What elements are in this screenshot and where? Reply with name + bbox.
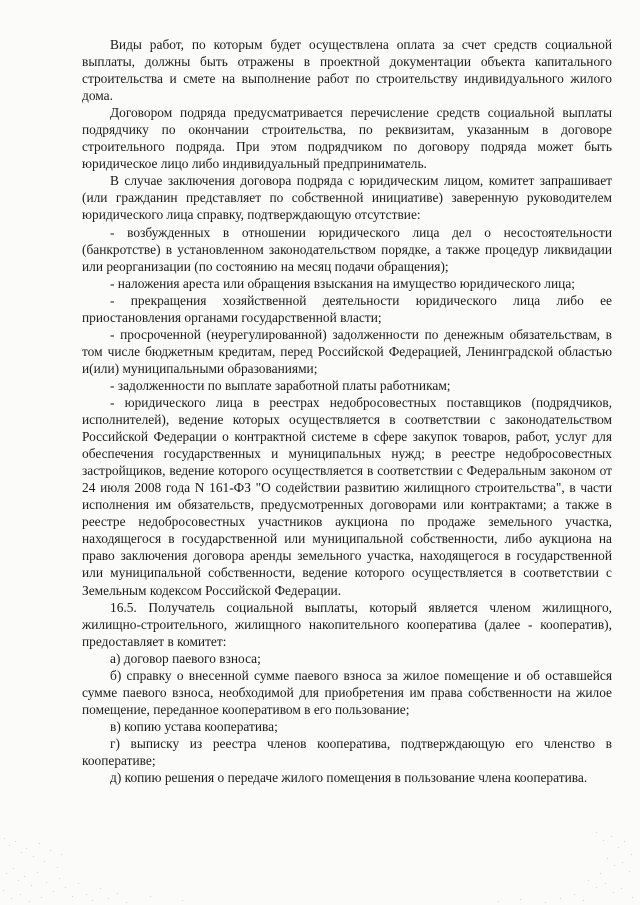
paragraph-legal-entity-certificate: В случае заключения договора подряда с юридическим лицом, комитет запрашивает (или гражданин представляет по собственной инициативе) заверенную руководителем юридического лица справку, подтверждающую отсутствие: bbox=[82, 173, 612, 223]
paragraph-16-5: 16.5. Получатель социальной выплаты, который является членом жилищного, жилищно-строительного, жилищного накопительного кооператива (далее - кооператив), предоставляет в комитет: bbox=[82, 599, 612, 649]
list-item-bankruptcy: - возбужденных в отношении юридического лица дел о несостоятельности (банкротстве) в установленном законодательством порядке, а также процедур ликвидации или реорганизации (по состоянию на месяц подачи обращения); bbox=[82, 224, 612, 274]
document-body bbox=[82, 36, 612, 786]
list-item-d: д) копию решения о передаче жилого помещения в пользование члена кооператива. bbox=[110, 770, 588, 786]
paragraph-work-types: Виды работ, по которым будет осуществлена оплата за счет средств социальной выплаты, должны быть отражены в проектной документации объекта капитального строительства и смете на выполнение работ по строительству индивидуального жилого дома. bbox=[82, 37, 612, 104]
list-item-registries: - юридического лица в реестрах недобросовестных поставщиков (подрядчиков, исполнителей), ведение которых осуществляется в соответствии с законодательством Российской Федерации о контрактной системе в сфере закупок товаров, работ, услуг для обеспечения государственных и муниципальных нужд; в реестре недобросовестных застройщиков, ведение которого осуществляется в соответствии с Федеральным законом от 24 июля 2008 года N 161-ФЗ "О содействии развитию жилищного строительства", в части исполнения им обязательств, предусмотренных договорами или контрактами; а также в реестре недобросовестных участников аукциона по продаже земельного участка, находящегося в государственной или муниципальной собственности, либо аукциона на право заключения договора аренды земельного участка, находящегося в государственной или муниципальной собственности, ведение которого осуществляется в соответствии с Земельным кодексом Российской Федерации. bbox=[82, 394, 612, 598]
scan-noise bbox=[0, 810, 640, 905]
list-item-termination: - прекращения хозяйственной деятельности юридического лица либо ее приостановления органами государственной власти; bbox=[82, 292, 612, 325]
list-item-arrest: - наложения ареста или обращения взыскания на имущество юридического лица; bbox=[110, 275, 575, 291]
list-item-a: а) договор паевого взноса; bbox=[110, 650, 261, 666]
list-item-salary-debt: - задолженности по выплате заработной платы работникам; bbox=[110, 377, 451, 393]
list-item-overdue-debt: - просроченной (неурегулированной) задолженности по денежным обязательствам, в том числе бюджетным кредитам, перед Российской Федерацией, Ленинградской областью и(или) муниципальными образованиями; bbox=[82, 326, 612, 376]
list-item-v: в) копию устава кооператива; bbox=[110, 718, 278, 734]
list-item-b: б) справку о внесенной сумме паевого взноса за жилое помещение и об оставшейся сумме паевого взноса, необходимой для приобретения им права собственности на жилое помещение, переданное кооперативом в его пользование; bbox=[82, 667, 612, 717]
list-item-g: г) выписку из реестра членов кооператива, подтверждающую его членство в кооперативе; bbox=[82, 735, 612, 768]
paragraph-contract-payment: Договором подряда предусматривается перечисление средств социальной выплаты подрядчику по окончании строительства, по реквизитам, указанным в договоре строительного подряда. При этом подрядчиком по договору подряда может быть юридическое лицо либо индивидуальный предприниматель. bbox=[82, 105, 612, 172]
